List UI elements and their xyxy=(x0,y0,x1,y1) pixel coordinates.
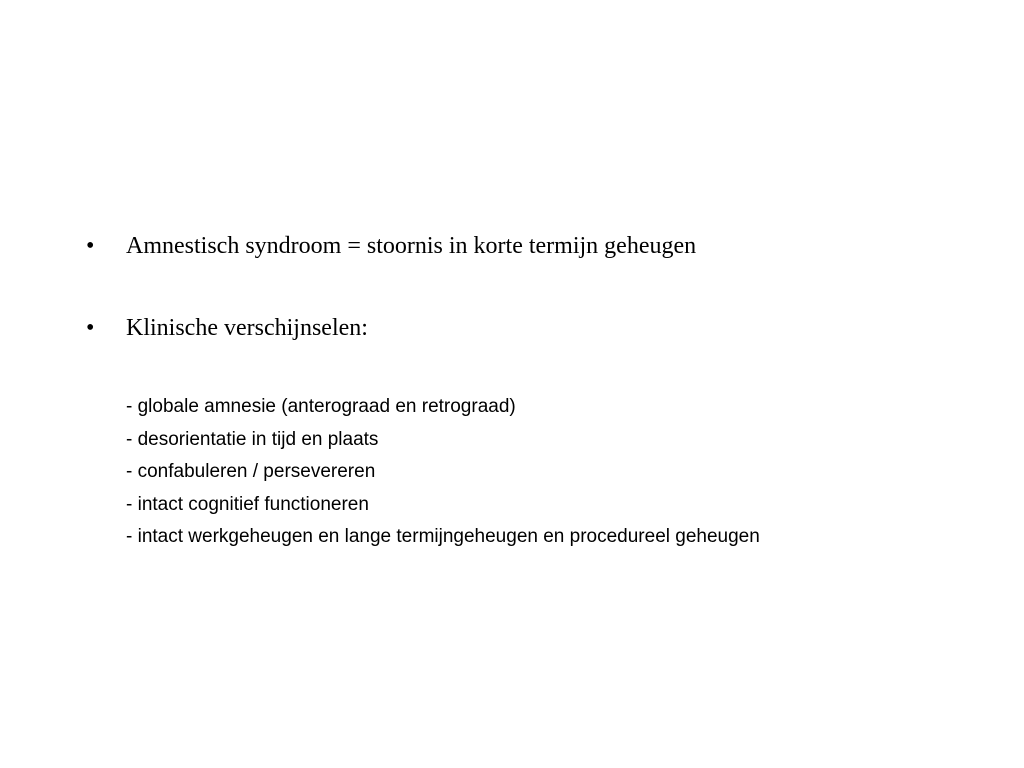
symptom-list xyxy=(126,391,760,554)
bullet-text: Amnestisch syndroom = stoornis in korte termijn geheugen xyxy=(126,233,697,259)
bullet-icon: • xyxy=(86,233,95,259)
symptom-item: - intact werkgeheugen en lange termijngeheugen en procedureel geheugen xyxy=(126,526,760,547)
symptom-item: - intact cognitief functioneren xyxy=(126,493,369,515)
bullet-item-clinical-signs xyxy=(0,311,1024,345)
bullet-icon: • xyxy=(86,315,95,341)
symptom-item: - globale amnesie (anterograad en retrograad) xyxy=(126,396,516,417)
bullet-item-definition xyxy=(0,229,1024,263)
symptom-item: - confabuleren / persevereren xyxy=(126,461,376,482)
bullet-text: Klinische verschijnselen: xyxy=(126,315,368,341)
symptom-item: - desorientatie in tijd en plaats xyxy=(126,428,379,450)
